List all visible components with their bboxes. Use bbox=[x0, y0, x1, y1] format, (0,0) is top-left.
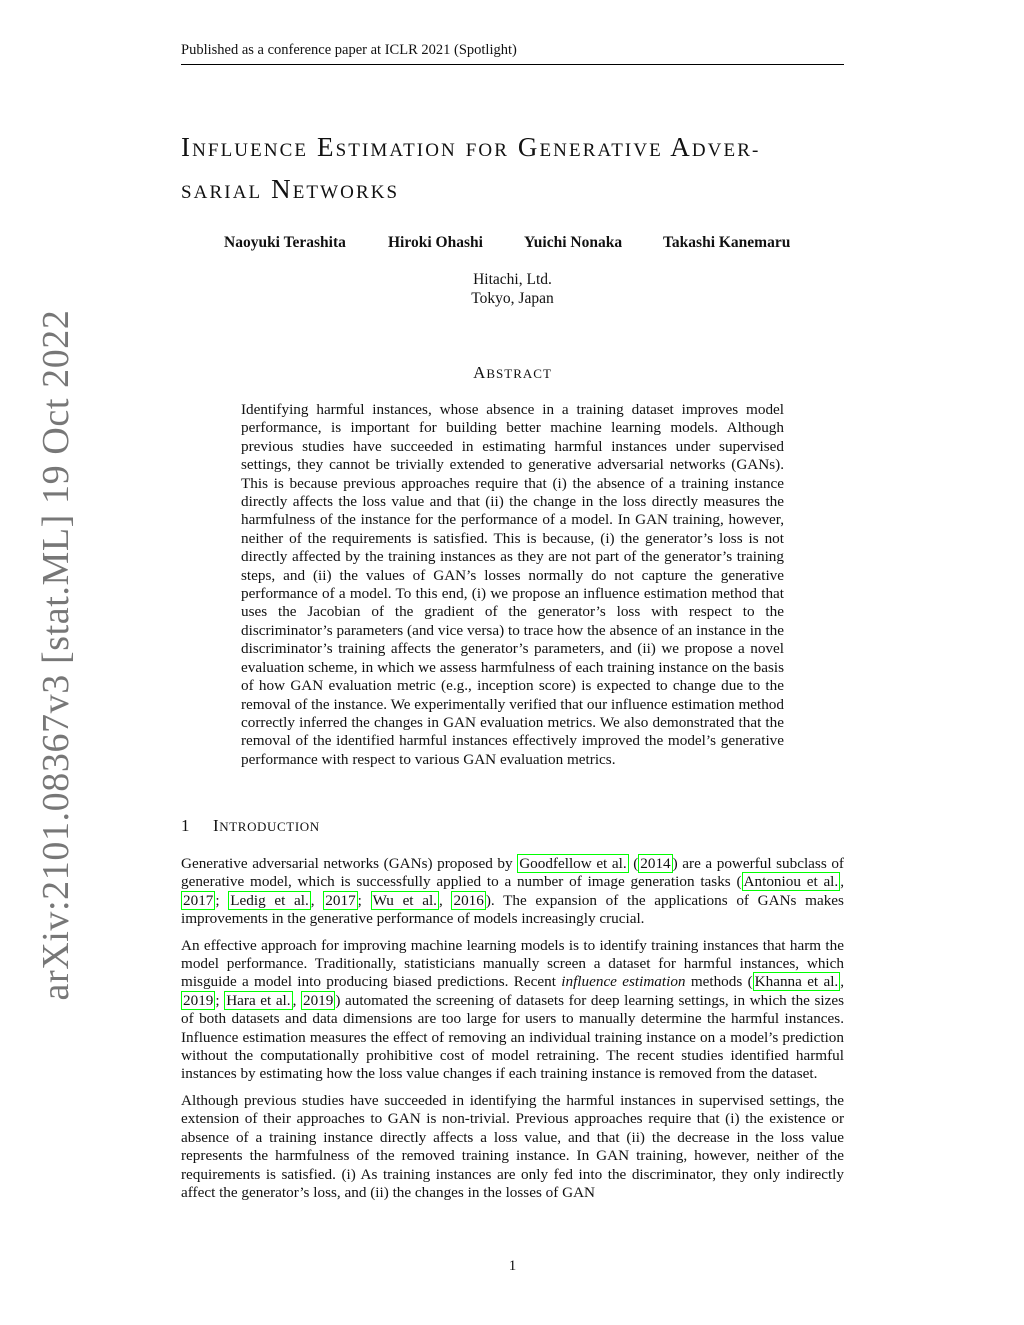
author-name: Hiroki Ohashi bbox=[388, 234, 483, 251]
section-heading-introduction: 1 INTRODUCTION bbox=[181, 816, 320, 835]
citation-link[interactable]: Khanna et al. bbox=[754, 973, 839, 991]
citation-link[interactable]: 2017 bbox=[325, 891, 356, 909]
author-name: Naoyuki Terashita bbox=[224, 234, 346, 251]
citation-link[interactable]: Goodfellow et al. bbox=[519, 855, 627, 872]
author-name: Yuichi Nonaka bbox=[524, 234, 623, 251]
paragraph: Generative adversarial networks (GANs) proposed by Goodfellow et al. ( 2014 ) are a powerful subclass of generative model, which is successfully applied to a number of image generation tasks ( Antoniou et al. , 2017 ; Ledig et al. , 2017 ; Wu et al. , 2016 ). The expansion of the applications of GANs makes improvements in the generative performance of models increasingly crucial. bbox=[181, 855, 844, 928]
citation-link[interactable]: 2019 bbox=[302, 991, 334, 1009]
affiliation-location: Tokyo, Japan bbox=[471, 290, 554, 307]
paragraph: An effective approach for improving machine learning models is to identify training instances that harm the model performance. Traditionally, statisticians manually screen a dataset for harmful instances, which misguide a model into producing biased predictions. Recent influence estimation methods ( Khanna et al. , 2019 ; Hara et al. , 2019 ) automated the screening of datasets for deep learning settings, in which the sizes of both datasets and data dimensions are too large for users to manually determine the harmful instances. Influence estimation measures the effect of removing an individual training instance on a model’s prediction without the computationally prohibitive cost of model retraining. The recent studies identified harmful instances by estimating how the loss value changes if each training instance is removed from the dataset. bbox=[181, 936, 845, 1083]
citation-link[interactable]: Ledig et al. bbox=[230, 891, 309, 909]
abstract-body: Identifying harmful instances, whose absence in a training dataset improves model performance, is important for building better machine learning models. Although previous studies have succeeded in estimating harmful instances under supervised settings, they cannot be trivially extended to generative adversarial networks (GANs). This is because previous approaches require that (i) the absence of a training instance directly affects the loss value and that (ii) the change in the loss directly measures the harmfulness of the instance for the performance of a model. In GAN training, however, neither of the requirements is satisfied. This is because, (i) the generator’s loss is not directly affected by the training instances as they are not part of the generator’s training steps, and (ii) the values of GAN’s losses normally do not capture the generative performance of a model. To this end, (i) we propose an influence estimation method that uses the Jacobian of the gradient of the generator’s loss with respect to the discriminator’s parameters (and vice versa) to trace how the absence of an instance in the discriminator’s training affects the generator’s parameters, and (ii) we propose a novel evaluation scheme, in which we assess harmfulness of each training instance on the basis of how GAN evaluation metric (e.g., inception score) is expected to change due to the removal of the instance. We experimentally verified that our influence estimation method correctly inferred the changes in GAN evaluation metrics. We also demonstrated that the removal of the identified harmful instances effectively improved the model’s generative performance with respect to various GAN evaluation metrics. bbox=[241, 401, 784, 768]
introduction-body bbox=[181, 855, 844, 1210]
affiliation bbox=[181, 270, 844, 308]
paragraph: Although previous studies have succeeded in identifying the harmful instances in supervised settings, the extension of their approaches to GAN is non-trivial. Previous approaches require that (i) the existence or absence of a training instance directly affects a loss value, and that (ii) the decrease in the loss value represents the harmfulness of the removed training instance. In GAN training, however, neither of the requirements is satisfied. (i) As training instances are only fed into the discriminator, they only indirectly affect the generator’s loss, and (ii) the changes in the losses of GAN bbox=[181, 1091, 844, 1201]
author-name: Takashi Kanemaru bbox=[663, 234, 791, 251]
citation-link[interactable]: 2014 bbox=[640, 855, 671, 872]
citation-link[interactable]: Wu et al. bbox=[372, 891, 437, 909]
citation-link[interactable]: 2019 bbox=[183, 991, 214, 1009]
abstract-heading: ABSTRACT bbox=[473, 363, 552, 382]
page-number: 1 bbox=[508, 1258, 517, 1274]
citation-link[interactable]: Antoniou et al. bbox=[743, 873, 839, 891]
running-header: Published as a conference paper at ICLR 2021 (Spotlight) bbox=[181, 42, 844, 65]
affiliation-org: Hitachi, Ltd. bbox=[473, 271, 552, 288]
paper-title: INFLUENCE ESTIMATION FOR GENERATIVE ADVER- SARIAL NETWORKS bbox=[181, 132, 761, 204]
citation-link[interactable]: Hara et al. bbox=[226, 991, 291, 1009]
citation-link[interactable]: 2017 bbox=[183, 891, 214, 909]
citation-link[interactable]: 2016 bbox=[453, 891, 484, 909]
